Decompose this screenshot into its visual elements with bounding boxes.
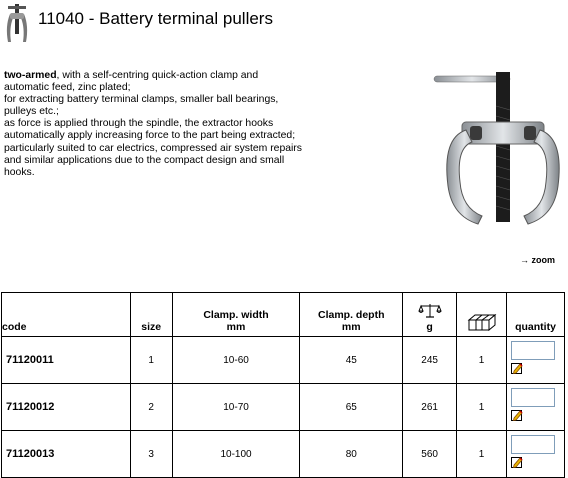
column-header-clamp-width xyxy=(172,293,300,337)
package-icon xyxy=(467,313,497,331)
description-lead-bold: two-armed xyxy=(4,70,57,81)
clamp-width-unit: mm xyxy=(226,321,246,333)
page-title: 11040 - Battery terminal pullers xyxy=(38,9,273,28)
description-lead-rest: , with a self-centring quick-action clamp and automatic feed, zinc plated; xyxy=(4,70,259,94)
column-header-weight xyxy=(403,293,457,337)
description-line-2: for extracting battery terminal clamps, smaller ball bearings, pulleys etc.; xyxy=(4,94,279,118)
cell-size: 3 xyxy=(130,431,172,478)
product-image[interactable] xyxy=(426,66,562,238)
quantity-input[interactable] xyxy=(511,388,555,407)
cell-clamp-width: 10-100 xyxy=(172,431,300,478)
product-description xyxy=(4,70,304,179)
table-row xyxy=(2,384,565,431)
column-header-code: code xyxy=(2,293,131,337)
cell-quantity xyxy=(507,431,565,478)
edit-icon[interactable] xyxy=(511,456,523,468)
cell-code: 71120011 xyxy=(2,337,131,384)
column-header-clamp-depth xyxy=(300,293,403,337)
product-table xyxy=(1,292,565,478)
cell-pack: 1 xyxy=(457,337,507,384)
cell-code: 71120013 xyxy=(2,431,131,478)
description-line-3: as force is applied through the spindle, the extractor hooks automatically apply increasing force to the part being extracted; xyxy=(4,118,296,142)
edit-icon[interactable] xyxy=(511,362,523,374)
cell-code: 71120012 xyxy=(2,384,131,431)
clamp-depth-unit: mm xyxy=(341,321,361,333)
cell-weight: 560 xyxy=(403,431,457,478)
cell-clamp-width: 10-70 xyxy=(172,384,300,431)
cell-clamp-depth: 80 xyxy=(300,431,403,478)
cell-clamp-depth: 65 xyxy=(300,384,403,431)
clamp-depth-label: Clamp. depth xyxy=(318,309,385,321)
cell-quantity xyxy=(507,384,565,431)
cell-pack: 1 xyxy=(457,384,507,431)
cell-quantity xyxy=(507,337,565,384)
scale-icon xyxy=(418,303,442,319)
column-header-size: size xyxy=(130,293,172,337)
puller-icon xyxy=(4,4,30,46)
table-header-row xyxy=(2,293,565,337)
quantity-input[interactable] xyxy=(511,341,555,360)
cell-clamp-width: 10-60 xyxy=(172,337,300,384)
edit-icon[interactable] xyxy=(511,409,523,421)
cell-clamp-depth: 45 xyxy=(300,337,403,384)
weight-unit: g xyxy=(426,321,433,333)
quantity-input[interactable] xyxy=(511,435,555,454)
cell-size: 1 xyxy=(130,337,172,384)
clamp-width-label: Clamp. width xyxy=(203,309,269,321)
zoom-link[interactable]: → zoom xyxy=(520,255,555,265)
table-row xyxy=(2,337,565,384)
cell-size: 2 xyxy=(130,384,172,431)
description-line-4: particularly suited to car electrics, compressed air system repairs and similar applications due to the compact design and small hooks. xyxy=(4,142,302,178)
column-header-quantity: quantity xyxy=(507,293,565,337)
table-row xyxy=(2,431,565,478)
cell-weight: 261 xyxy=(403,384,457,431)
description-line-1 xyxy=(4,70,304,94)
column-header-package xyxy=(457,293,507,337)
cell-pack: 1 xyxy=(457,431,507,478)
cell-weight: 245 xyxy=(403,337,457,384)
page-header xyxy=(0,0,568,50)
